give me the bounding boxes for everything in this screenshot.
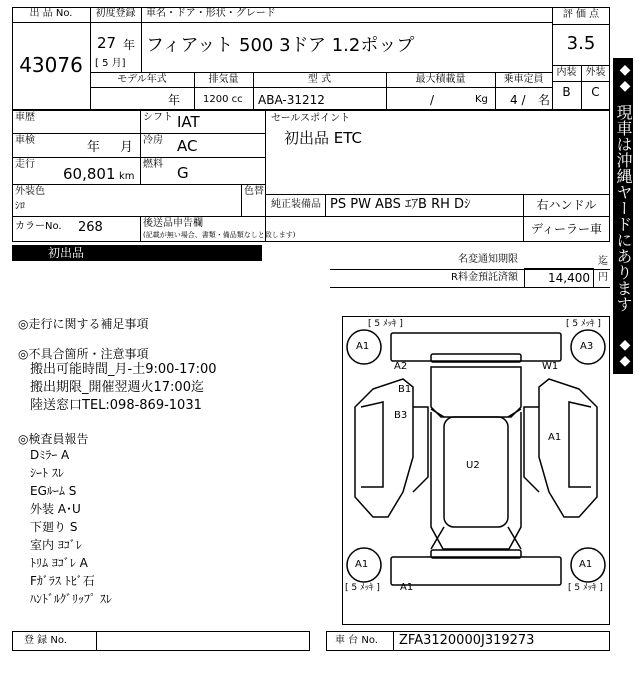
shift-label: シフト: [143, 112, 173, 123]
inspector-line: 外装 A･U: [30, 502, 81, 516]
first-reg-month: [ 5 月]: [95, 58, 126, 69]
chassis-value: ZFA3120000J319273: [399, 633, 535, 648]
ac-value: AC: [177, 137, 198, 155]
displacement-label: 排気量: [208, 74, 239, 85]
exterior-grade: C: [591, 85, 600, 99]
damage-mark: A2: [394, 361, 408, 372]
steering-value: 右ハンドル: [536, 198, 597, 212]
color-no-value: 268: [78, 220, 103, 235]
chassis-label: 車 台 No.: [335, 635, 378, 646]
lot-no: 43076: [19, 53, 83, 77]
max-load-unit: Kg: [475, 94, 488, 105]
model-year-label: モデル年式: [117, 74, 167, 85]
deadline-unit: 迄: [598, 256, 608, 267]
inspection-label: 車検: [15, 135, 35, 146]
exterior-label: 外装: [585, 67, 606, 78]
ext-color-value: ｼﾛ: [15, 201, 25, 212]
dealer-value: ディーラー車: [530, 222, 603, 236]
fuel-value: G: [177, 164, 189, 182]
side-banner-bottom-arrows: ◆◆: [617, 337, 633, 369]
rating-value: 3.5: [566, 33, 596, 54]
inspector-line: ｼｰﾄ ｽﾚ: [30, 466, 64, 480]
lot-no-label: 出 品 No.: [29, 8, 73, 19]
shift-value: IAT: [177, 113, 200, 131]
damage-mark: W1: [542, 361, 559, 372]
status-band-label: 初出品: [48, 246, 85, 260]
ext-color-label: 外装色: [15, 186, 45, 197]
first-reg-year: 27: [97, 34, 117, 52]
recycle-label: R料金預託済額: [451, 272, 518, 283]
inspector-line: 室内 ﾖｺﾞﾚ: [30, 538, 82, 552]
mileage-value: 60,801: [63, 165, 116, 183]
history-label: 車歴: [15, 112, 35, 123]
max-load-label: 最大積載量: [415, 74, 466, 85]
color-change-label: 色替: [244, 186, 264, 197]
inspector-line: Dﾐﾗｰ A: [30, 448, 70, 462]
inspector-line: ﾊﾝﾄﾞﾙｸﾞﾘｯﾌﾟ ｽﾚ: [30, 592, 112, 606]
recycle-unit: 円: [598, 272, 608, 283]
side-banner-top-arrows: ◆◆: [617, 62, 633, 94]
interior-grade: B: [562, 85, 571, 99]
damage-mark: B1: [398, 384, 412, 395]
first-reg-label: 初度登録: [95, 8, 136, 19]
damage-mark: A1: [400, 582, 414, 593]
mileage-label: 走行: [15, 159, 35, 170]
inspection-year: 年: [87, 140, 101, 155]
diagram-bracket-label: [ 5 ﾒｯｷ ]: [368, 319, 403, 329]
reg-no-label: 登 録 No.: [24, 635, 67, 646]
damage-mark: U2: [466, 460, 480, 471]
defect-line: 搬出可能時間_月-土9:00-17:00: [30, 362, 217, 377]
damage-mark: B3: [394, 410, 408, 421]
fuel-label: 燃料: [143, 159, 163, 170]
inspection-month: 月: [120, 140, 134, 155]
inspector-heading: ◎検査員報告: [18, 432, 89, 446]
options-value: PS PW ABS ｴｱB RH Dｼ: [330, 197, 471, 212]
diagram-bracket-label: [ 5 ﾒｯｷ ]: [345, 583, 380, 593]
deadline-label: 名変通知期限: [458, 254, 518, 265]
damage-mark: A1: [548, 432, 562, 443]
inspector-line: 下廻り S: [30, 520, 78, 534]
capacity-unit: 名: [538, 93, 551, 107]
sales-point-label: セールスポイント: [271, 113, 351, 124]
car-title: フィアット 500 3ドア 1.2ポップ: [146, 35, 415, 56]
first-reg-year-unit: 年: [123, 38, 136, 52]
inspector-line: ﾄﾘﾑ ﾖｺﾞﾚ A: [30, 556, 88, 570]
rating-label: 評 価 点: [562, 9, 600, 20]
mileage-unit: km: [119, 171, 135, 182]
color-no-label: カラーNo.: [15, 221, 62, 232]
post-doc-note: (記載が無い場合、書類・備品類なしと致します): [143, 231, 296, 239]
damage-mark: A1: [356, 341, 370, 352]
sales-point-value: 初出品 ETC: [284, 129, 363, 147]
damage-mark: A1: [355, 559, 369, 570]
options-label: 純正装備品: [271, 199, 321, 210]
diagram-bracket-label: [ 5 ﾒｯｷ ]: [566, 319, 601, 329]
defects-heading: ◎不具合箇所・注意事項: [18, 347, 149, 361]
damage-mark: A1: [579, 559, 593, 570]
model-code-value: ABA-31212: [258, 93, 325, 107]
recycle-value: 14,400: [548, 271, 590, 285]
model-year-value: 年: [168, 93, 181, 107]
ac-label: 冷房: [143, 135, 163, 146]
damage-mark: A3: [580, 341, 594, 352]
post-doc-label: 後送品申告欄: [143, 218, 203, 229]
interior-label: 内装: [556, 67, 577, 78]
driving-heading: ◎走行に関する補足事項: [18, 317, 149, 331]
capacity-value: 4 /: [510, 93, 526, 107]
max-load-value: /: [430, 93, 435, 107]
defect-line: 陸送窓口TEL:098-869-1031: [30, 398, 202, 413]
defect-line: 搬出期限_開催翌週火17:00迄: [30, 380, 204, 395]
model-code-label: 型 式: [307, 74, 332, 85]
inspector-line: Fｶﾞﾗｽ ﾄﾋﾞ石: [30, 574, 95, 588]
inspector-line: EGﾙｰﾑ S: [30, 484, 77, 498]
capacity-label: 乗車定員: [503, 74, 544, 85]
diagram-bracket-label: [ 5 ﾒｯｷ ]: [568, 583, 603, 593]
displacement-value: 1200 cc: [203, 94, 243, 105]
car-title-label: 車名・ドア・形状・グレード: [146, 8, 276, 19]
side-banner-text: 現車は沖縄ヤードにあります: [614, 104, 633, 312]
